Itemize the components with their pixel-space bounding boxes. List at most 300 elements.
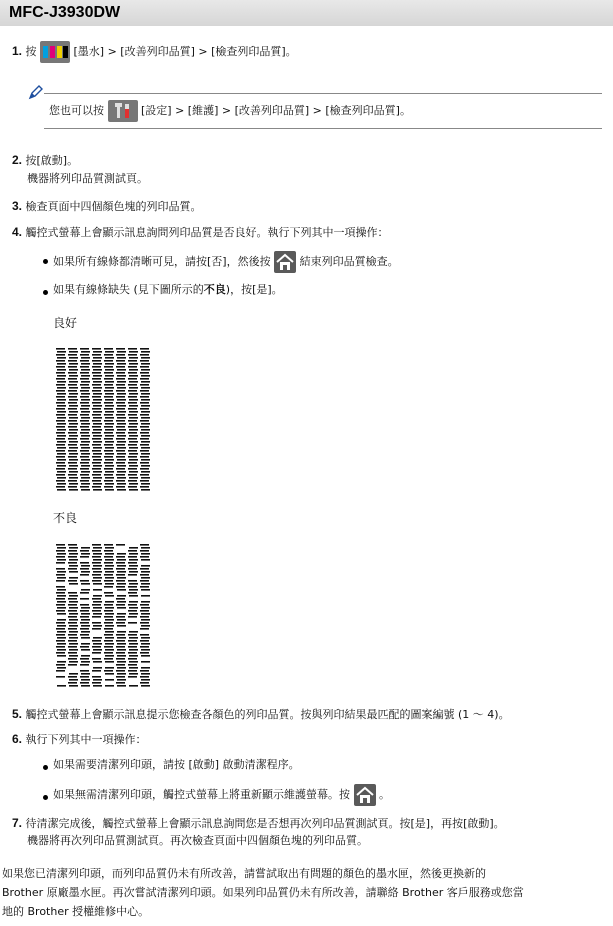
pattern-dash — [105, 673, 114, 675]
pattern-dash — [116, 462, 125, 464]
pattern-dash — [56, 468, 65, 470]
pattern-dash — [57, 423, 66, 425]
pattern-dash — [140, 480, 149, 482]
pattern-dash — [68, 450, 77, 452]
pattern-dash — [140, 580, 149, 582]
pattern-dash — [105, 369, 114, 371]
pattern-dash — [93, 447, 102, 449]
pattern-dash — [104, 640, 113, 642]
pattern-dash — [116, 360, 125, 362]
pattern-dash — [128, 676, 137, 678]
pattern-dash — [92, 450, 101, 452]
pattern-dash — [68, 480, 77, 482]
pattern-dash — [57, 447, 66, 449]
pattern-dash — [104, 550, 113, 552]
pattern-dash — [140, 426, 149, 428]
pattern-dash — [105, 489, 114, 491]
pattern-dash — [56, 474, 65, 476]
bullet-text-post: 結束列印品質檢查。 — [299, 255, 399, 268]
pattern-dash — [128, 634, 137, 636]
pattern-dash — [117, 447, 126, 449]
pattern-dash — [81, 673, 90, 675]
pattern-dash — [92, 574, 101, 576]
pattern-dash — [80, 438, 89, 440]
pattern-dash — [57, 393, 66, 395]
pattern-dash — [80, 474, 89, 476]
pattern-dash — [117, 667, 126, 669]
pattern-dash — [81, 351, 90, 353]
good-label: 良好 — [53, 316, 78, 330]
pattern-dash — [129, 631, 138, 633]
pattern-dash — [80, 580, 89, 582]
pattern-dash — [116, 486, 125, 488]
pattern-dash — [104, 670, 113, 672]
pattern-dash — [129, 559, 138, 561]
pattern-dash — [104, 486, 113, 488]
pattern-dash — [92, 360, 101, 362]
pattern-dash — [81, 357, 90, 359]
pattern-dash — [57, 471, 66, 473]
pattern-dash — [69, 441, 78, 443]
pattern-dash — [93, 351, 102, 353]
pattern-dash — [104, 456, 113, 458]
pattern-dash — [56, 622, 65, 624]
step-text: 檢查頁面中四個顏色塊的列印品質。 — [25, 200, 202, 213]
pattern-dash — [80, 670, 89, 672]
pattern-dash — [56, 378, 65, 380]
pattern-dash — [128, 640, 137, 642]
pattern-dash — [141, 559, 150, 561]
pattern-dash — [141, 405, 150, 407]
pattern-dash — [129, 465, 138, 467]
pattern-dash — [80, 658, 89, 660]
pattern-dash — [92, 402, 101, 404]
pattern-dash — [93, 459, 102, 461]
pattern-dash — [129, 405, 138, 407]
pattern-dash — [141, 351, 150, 353]
bad-test-pattern — [56, 544, 150, 690]
pattern-dash — [140, 586, 149, 588]
pattern-dash — [56, 384, 65, 386]
pattern-dash — [69, 553, 78, 555]
pattern-dash — [69, 429, 78, 431]
pattern-dash — [104, 402, 113, 404]
pattern-dash — [69, 465, 78, 467]
pattern-dash — [116, 658, 125, 660]
pattern-dash — [68, 616, 77, 618]
pattern-dash — [140, 646, 149, 648]
pattern-dash — [141, 571, 150, 573]
pattern-dash — [68, 580, 77, 582]
pattern-dash — [93, 547, 102, 549]
pattern-dash — [105, 583, 114, 585]
pattern-dash — [129, 547, 138, 549]
pattern-dash — [129, 661, 138, 663]
pattern-dash — [92, 462, 101, 464]
ink-cartridges-icon — [40, 41, 70, 63]
pattern-dash — [140, 486, 149, 488]
pattern-dash — [117, 661, 126, 663]
pattern-dash — [128, 556, 137, 558]
pattern-dash — [57, 441, 66, 443]
pattern-dash — [104, 580, 113, 582]
pattern-dash — [105, 661, 114, 663]
pattern-dash — [68, 568, 77, 570]
pattern-dash — [93, 435, 102, 437]
pattern-dash — [80, 634, 89, 636]
pattern-dash — [116, 598, 125, 600]
pattern-dash — [69, 405, 78, 407]
pattern-dash — [105, 483, 114, 485]
pattern-dash — [93, 553, 102, 555]
pattern-dash — [105, 459, 114, 461]
pattern-dash — [80, 402, 89, 404]
pattern-dash — [117, 565, 126, 567]
pattern-dash — [104, 450, 113, 452]
pattern-dash — [140, 432, 149, 434]
page-title: MFC-J3930DW — [9, 4, 121, 21]
pattern-dash — [105, 447, 114, 449]
pattern-dash — [56, 480, 65, 482]
pattern-dash — [105, 619, 114, 621]
pattern-dash — [57, 637, 66, 639]
pattern-dash — [128, 474, 137, 476]
pattern-dash — [129, 417, 138, 419]
pattern-dash — [128, 616, 137, 618]
pattern-dash — [68, 468, 77, 470]
pattern-dash — [93, 643, 102, 645]
pattern-dash — [93, 411, 102, 413]
pattern-dash — [57, 577, 66, 579]
pattern-dash — [140, 550, 149, 552]
pattern-dash — [116, 468, 125, 470]
pattern-dash — [93, 477, 102, 479]
pattern-dash — [80, 420, 89, 422]
pattern-dash — [141, 607, 150, 609]
pattern-dash — [141, 483, 150, 485]
pattern-dash — [116, 366, 125, 368]
pattern-dash — [57, 667, 66, 669]
pattern-dash — [141, 661, 150, 663]
pattern-dash — [116, 682, 125, 684]
pattern-dash — [93, 613, 102, 615]
pattern-dash — [117, 655, 126, 657]
pattern-dash — [93, 489, 102, 491]
pattern-dash — [117, 673, 126, 675]
pattern-dash — [105, 351, 114, 353]
pattern-dash — [69, 643, 78, 645]
pattern-dash — [80, 604, 89, 606]
pattern-dash — [116, 354, 125, 356]
pattern-dash — [68, 592, 77, 594]
pattern-dash — [56, 372, 65, 374]
pattern-dash — [92, 544, 101, 546]
pattern-dash — [128, 438, 137, 440]
pattern-dash — [117, 357, 126, 359]
pattern-dash — [69, 375, 78, 377]
step-number: 1. — [12, 44, 23, 58]
pattern-dash — [105, 631, 114, 633]
pattern-dash — [116, 664, 125, 666]
pattern-dash — [69, 477, 78, 479]
pattern-dash — [68, 426, 77, 428]
pattern-dash — [80, 550, 89, 552]
pattern-dash — [129, 589, 138, 591]
pattern-dash — [117, 589, 126, 591]
pattern-dash — [81, 483, 90, 485]
pattern-dash — [69, 673, 78, 675]
pattern-dash — [92, 628, 101, 630]
pattern-dash — [57, 553, 66, 555]
pattern-dash — [92, 622, 101, 624]
pattern-dash — [116, 390, 125, 392]
pattern-dash — [93, 399, 102, 401]
pattern-dash — [128, 646, 137, 648]
pattern-dash — [117, 625, 126, 627]
pattern-dash — [80, 390, 89, 392]
pattern-dash — [92, 438, 101, 440]
pattern-dash — [57, 411, 66, 413]
pattern-dash — [128, 664, 137, 666]
pattern-dash — [80, 360, 89, 362]
pattern-dash — [105, 387, 114, 389]
pattern-dash — [81, 387, 90, 389]
step-number: 5. — [12, 707, 23, 721]
pattern-dash — [141, 619, 150, 621]
pattern-dash — [104, 592, 113, 594]
pattern-dash — [128, 348, 137, 350]
pattern-dash — [68, 474, 77, 476]
pattern-dash — [80, 444, 89, 446]
pattern-dash — [57, 417, 66, 419]
pattern-dash — [141, 489, 150, 491]
pattern-dash — [57, 465, 66, 467]
pattern-dash — [56, 592, 65, 594]
pattern-dash — [93, 429, 102, 431]
pattern-dash — [104, 432, 113, 434]
pattern-dash — [105, 477, 114, 479]
pattern-dash — [57, 685, 66, 687]
pattern-dash — [105, 393, 114, 395]
pattern-dash — [69, 685, 78, 687]
pattern-dash — [93, 649, 102, 651]
pattern-dash — [140, 408, 149, 410]
pattern-dash — [93, 661, 102, 663]
pattern-dash — [117, 613, 126, 615]
pattern-dash — [57, 649, 66, 651]
pattern-dash — [116, 408, 125, 410]
pattern-dash — [105, 465, 114, 467]
pattern-dash — [128, 372, 137, 374]
pattern-dash — [117, 649, 126, 651]
pattern-dash — [81, 583, 90, 585]
pattern-dash — [105, 565, 114, 567]
pattern-dash — [117, 685, 126, 687]
pattern-dash — [140, 568, 149, 570]
pattern-dash — [57, 369, 66, 371]
pattern-dash — [105, 559, 114, 561]
pattern-dash — [129, 571, 138, 573]
pattern-dash — [68, 390, 77, 392]
pattern-dash — [68, 562, 77, 564]
pattern-dash — [116, 586, 125, 588]
pattern-dash — [129, 435, 138, 437]
pattern-dash — [56, 580, 65, 582]
pattern-dash — [81, 399, 90, 401]
pattern-dash — [69, 483, 78, 485]
pattern-dash — [81, 381, 90, 383]
pattern-dash — [81, 571, 90, 573]
pattern-dash — [105, 399, 114, 401]
pattern-dash — [129, 411, 138, 413]
pattern-dash — [92, 604, 101, 606]
pattern-dash — [92, 616, 101, 618]
pattern-dash — [140, 444, 149, 446]
pattern-dash — [68, 396, 77, 398]
pattern-dash — [116, 556, 125, 558]
pattern-dash — [57, 625, 66, 627]
pattern-dash — [140, 640, 149, 642]
pattern-dash — [117, 405, 126, 407]
pattern-dash — [80, 616, 89, 618]
note-divider-bottom — [44, 128, 602, 129]
pattern-dash — [93, 405, 102, 407]
pattern-dash — [92, 354, 101, 356]
pattern-dash — [56, 432, 65, 434]
pattern-dash — [128, 462, 137, 464]
pattern-dash — [56, 604, 65, 606]
pattern-dash — [81, 411, 90, 413]
pattern-dash — [116, 544, 125, 546]
pattern-dash — [57, 619, 66, 621]
pattern-dash — [57, 595, 66, 597]
pattern-dash — [141, 565, 150, 567]
pattern-dash — [141, 465, 150, 467]
pattern-dash — [56, 438, 65, 440]
step-number: 2. — [12, 153, 23, 167]
pattern-dash — [69, 435, 78, 437]
pattern-dash — [92, 486, 101, 488]
bullet-text-post: 。 — [379, 788, 390, 801]
pattern-dash — [116, 670, 125, 672]
pattern-dash — [129, 637, 138, 639]
note-text-pre: 您也可以按 — [49, 104, 104, 117]
bullet-text-post: )，按[是]。 — [225, 283, 283, 296]
pattern-dash — [92, 420, 101, 422]
pattern-dash — [93, 471, 102, 473]
pattern-dash — [92, 610, 101, 612]
pattern-dash — [117, 607, 126, 609]
pattern-dash — [69, 613, 78, 615]
pattern-dash — [93, 595, 102, 597]
pattern-dash — [81, 625, 90, 627]
bullet-text-pre: 如果無需清潔列印頭，觸控式螢幕上將重新顯示維護螢幕。按 — [53, 788, 350, 801]
pattern-dash — [69, 547, 78, 549]
step-2-sub: 機器將列印品質測試頁。 — [27, 172, 148, 185]
pattern-dash — [141, 375, 150, 377]
pattern-dash — [128, 450, 137, 452]
pattern-dash — [69, 565, 78, 567]
pattern-dash — [92, 474, 101, 476]
pattern-dash — [69, 363, 78, 365]
pattern-dash — [105, 553, 114, 555]
pattern-dash — [69, 417, 78, 419]
pattern-dash — [104, 360, 113, 362]
pattern-dash — [92, 390, 101, 392]
pattern-dash — [128, 390, 137, 392]
pattern-dash — [68, 646, 77, 648]
pattern-dash — [57, 381, 66, 383]
pattern-dash — [116, 562, 125, 564]
tools-icon — [108, 100, 138, 122]
pattern-dash — [92, 568, 101, 570]
pattern-dash — [141, 393, 150, 395]
pattern-dash — [141, 381, 150, 383]
pattern-dash — [129, 375, 138, 377]
pattern-dash — [80, 426, 89, 428]
pattern-dash — [56, 556, 65, 558]
pattern-dash — [69, 351, 78, 353]
pattern-dash — [81, 471, 90, 473]
pattern-dash — [56, 390, 65, 392]
pattern-dash — [93, 559, 102, 561]
pattern-dash — [117, 429, 126, 431]
pattern-dash — [92, 646, 101, 648]
pattern-dash — [117, 393, 126, 395]
pattern-dash — [80, 348, 89, 350]
pattern-dash — [56, 676, 65, 678]
pattern-dash — [93, 375, 102, 377]
pattern-dash — [141, 577, 150, 579]
pattern-dash — [129, 595, 138, 597]
pattern-dash — [92, 676, 101, 678]
pattern-dash — [69, 661, 78, 663]
pattern-dash — [129, 685, 138, 687]
pattern-dash — [80, 592, 89, 594]
pattern-dash — [80, 646, 89, 648]
pattern-dash — [92, 652, 101, 654]
pattern-dash — [93, 589, 102, 591]
pattern-dash — [141, 423, 150, 425]
pattern-dash — [57, 405, 66, 407]
pattern-dash — [92, 580, 101, 582]
pattern-dash — [129, 477, 138, 479]
pattern-dash — [57, 489, 66, 491]
pattern-dash — [105, 363, 114, 365]
pattern-dash — [81, 441, 90, 443]
pattern-dash — [68, 372, 77, 374]
pattern-dash — [128, 354, 137, 356]
pattern-dash — [104, 568, 113, 570]
pattern-dash — [68, 414, 77, 416]
pattern-dash — [140, 682, 149, 684]
pattern-dash — [116, 646, 125, 648]
pattern-dash — [92, 480, 101, 482]
pattern-dash — [104, 384, 113, 386]
pattern-dash — [141, 601, 150, 603]
pattern-dash — [68, 634, 77, 636]
bullet — [43, 765, 48, 770]
pattern-dash — [57, 351, 66, 353]
pattern-dash — [57, 631, 66, 633]
pattern-dash — [117, 471, 126, 473]
pattern-dash — [92, 426, 101, 428]
pattern-dash — [68, 610, 77, 612]
pattern-dash — [116, 396, 125, 398]
pattern-dash — [140, 634, 149, 636]
pattern-dash — [56, 456, 65, 458]
pattern-dash — [92, 456, 101, 458]
